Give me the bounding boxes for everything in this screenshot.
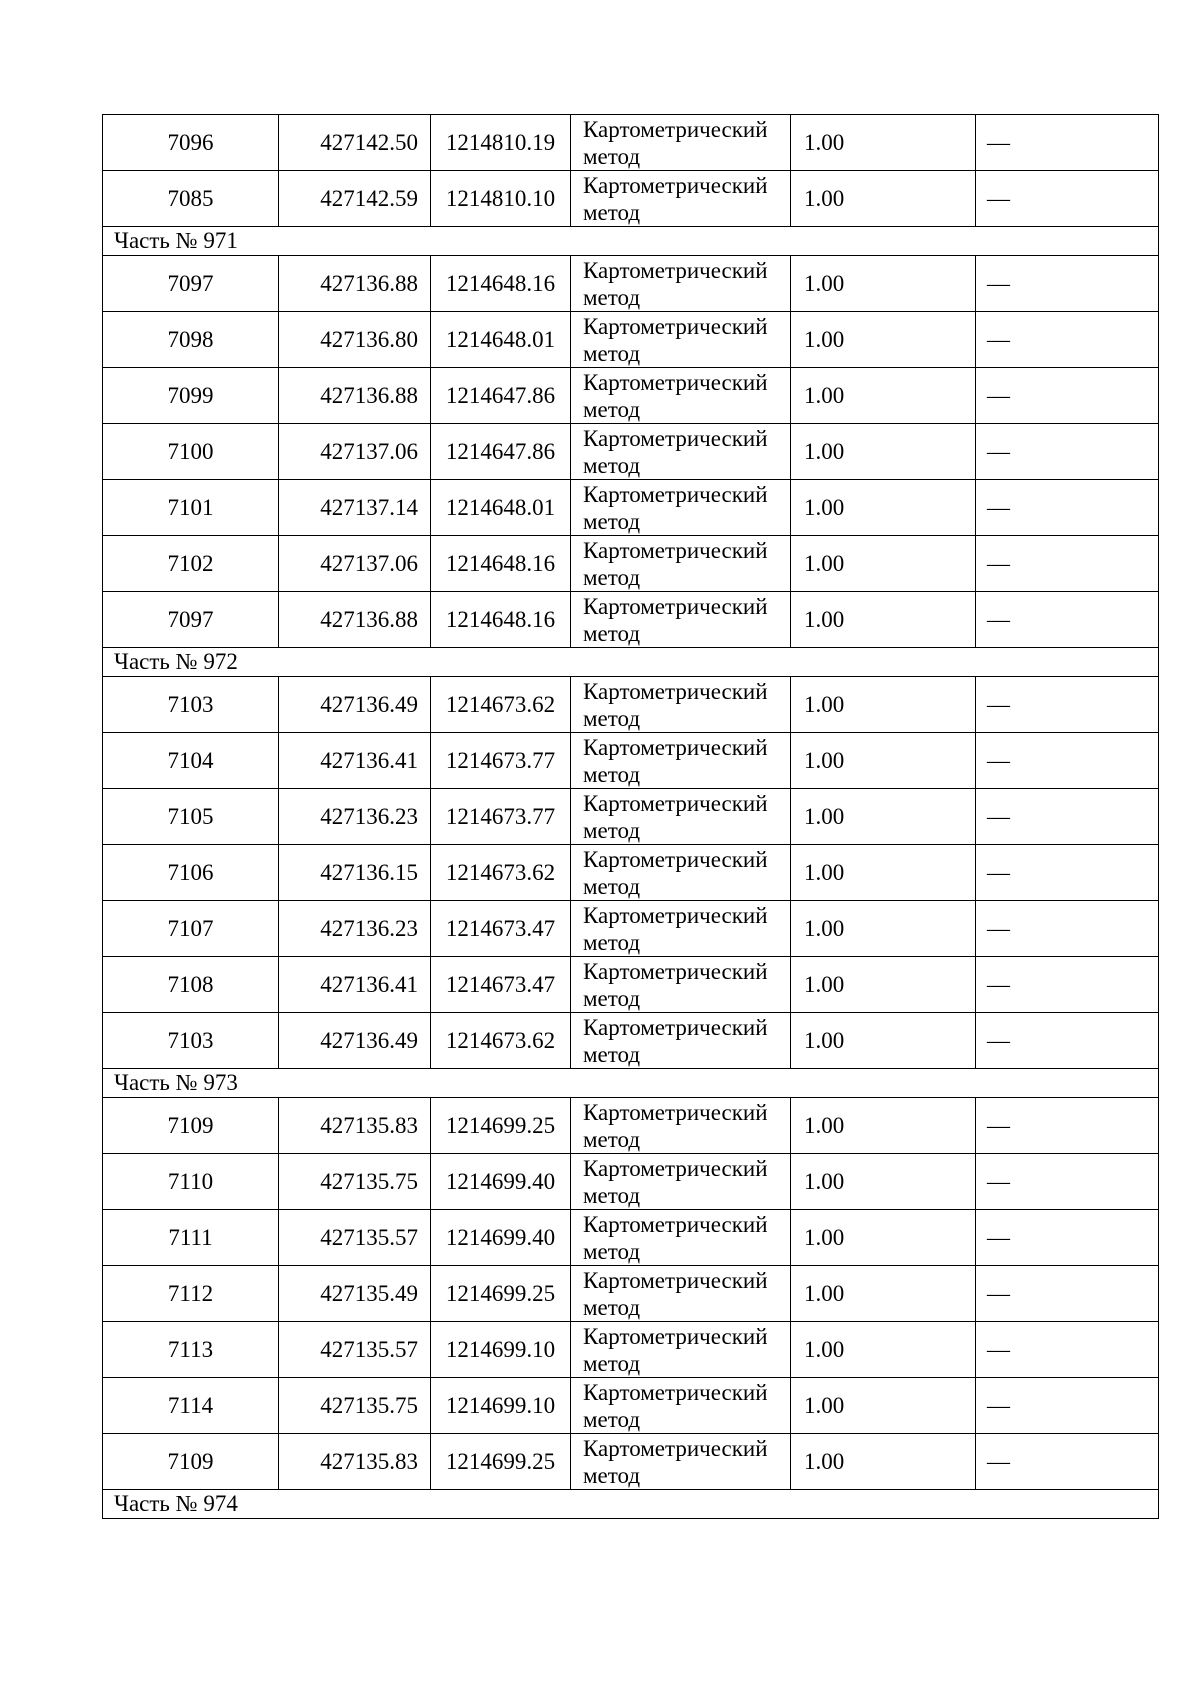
- point-number-cell: 7112: [103, 1266, 279, 1322]
- point-number-cell: 7104: [103, 733, 279, 789]
- method-cell: [571, 424, 791, 480]
- x-coordinate-cell: 427136.49: [279, 677, 431, 733]
- point-number-cell: 7111: [103, 1210, 279, 1266]
- description-cell: —: [976, 1013, 1159, 1069]
- method-cell: [571, 1378, 791, 1434]
- table-body: [103, 115, 1159, 1519]
- table-row: [103, 592, 1159, 648]
- x-coordinate-cell: 427137.06: [279, 536, 431, 592]
- point-number-cell: 7097: [103, 592, 279, 648]
- description-cell: —: [976, 1378, 1159, 1434]
- y-coordinate-cell: 1214673.62: [431, 845, 571, 901]
- method-cell: [571, 1210, 791, 1266]
- method-text-line: метод: [583, 564, 641, 590]
- accuracy-cell: 1.00: [791, 1378, 976, 1434]
- x-coordinate-cell: 427136.41: [279, 957, 431, 1013]
- table-row: [103, 115, 1159, 171]
- point-number-cell: 7098: [103, 312, 279, 368]
- accuracy-cell: 1.00: [791, 733, 976, 789]
- point-number-cell: 7109: [103, 1098, 279, 1154]
- method-text-line: Картометрический: [583, 369, 768, 395]
- method-text-line: метод: [583, 508, 641, 534]
- method-text-line: Картометрический: [583, 678, 768, 704]
- point-number-cell: 7103: [103, 1013, 279, 1069]
- accuracy-cell: 1.00: [791, 957, 976, 1013]
- method-cell: [571, 901, 791, 957]
- y-coordinate-cell: 1214699.25: [431, 1098, 571, 1154]
- method-text-line: Картометрический: [583, 593, 768, 619]
- method-text-line: метод: [583, 620, 641, 646]
- x-coordinate-cell: 427137.06: [279, 424, 431, 480]
- method-text-line: Картометрический: [583, 172, 768, 198]
- table-row: [103, 845, 1159, 901]
- x-coordinate-cell: 427136.80: [279, 312, 431, 368]
- method-text-line: метод: [583, 199, 641, 225]
- accuracy-cell: 1.00: [791, 901, 976, 957]
- method-text-line: метод: [583, 396, 641, 422]
- method-cell: [571, 957, 791, 1013]
- x-coordinate-cell: 427135.49: [279, 1266, 431, 1322]
- method-text-line: Картометрический: [583, 257, 768, 283]
- description-cell: —: [976, 1154, 1159, 1210]
- section-label: Часть № 972: [103, 648, 1159, 677]
- method-text-line: Картометрический: [583, 1267, 768, 1293]
- method-text-line: Картометрический: [583, 116, 768, 142]
- description-cell: —: [976, 256, 1159, 312]
- accuracy-cell: 1.00: [791, 480, 976, 536]
- y-coordinate-cell: 1214699.40: [431, 1154, 571, 1210]
- table-row: [103, 256, 1159, 312]
- table-row: [103, 1434, 1159, 1490]
- point-number-cell: 7097: [103, 256, 279, 312]
- table-row: [103, 1154, 1159, 1210]
- x-coordinate-cell: 427142.59: [279, 171, 431, 227]
- table-row: [103, 1322, 1159, 1378]
- method-text-line: Картометрический: [583, 1323, 768, 1349]
- method-text-line: Картометрический: [583, 790, 768, 816]
- method-text-line: метод: [583, 284, 641, 310]
- description-cell: —: [976, 424, 1159, 480]
- method-text-line: метод: [583, 452, 641, 478]
- accuracy-cell: 1.00: [791, 312, 976, 368]
- method-text-line: метод: [583, 705, 641, 731]
- point-number-cell: 7110: [103, 1154, 279, 1210]
- point-number-cell: 7099: [103, 368, 279, 424]
- description-cell: —: [976, 592, 1159, 648]
- y-coordinate-cell: 1214699.40: [431, 1210, 571, 1266]
- description-cell: —: [976, 1098, 1159, 1154]
- y-coordinate-cell: 1214810.10: [431, 171, 571, 227]
- table-row: [103, 480, 1159, 536]
- method-text-line: метод: [583, 929, 641, 955]
- y-coordinate-cell: 1214648.01: [431, 480, 571, 536]
- method-cell: [571, 733, 791, 789]
- x-coordinate-cell: 427135.83: [279, 1098, 431, 1154]
- table-row: [103, 1210, 1159, 1266]
- y-coordinate-cell: 1214647.86: [431, 424, 571, 480]
- point-number-cell: 7106: [103, 845, 279, 901]
- method-cell: [571, 115, 791, 171]
- x-coordinate-cell: 427135.57: [279, 1322, 431, 1378]
- x-coordinate-cell: 427136.41: [279, 733, 431, 789]
- method-text-line: метод: [583, 1238, 641, 1264]
- y-coordinate-cell: 1214648.16: [431, 592, 571, 648]
- accuracy-cell: 1.00: [791, 256, 976, 312]
- point-number-cell: 7108: [103, 957, 279, 1013]
- description-cell: —: [976, 677, 1159, 733]
- method-text-line: Картометрический: [583, 902, 768, 928]
- method-text-line: метод: [583, 1350, 641, 1376]
- accuracy-cell: 1.00: [791, 171, 976, 227]
- y-coordinate-cell: 1214673.77: [431, 789, 571, 845]
- method-text-line: Картометрический: [583, 1014, 768, 1040]
- x-coordinate-cell: 427136.23: [279, 901, 431, 957]
- method-text-line: Картометрический: [583, 846, 768, 872]
- method-cell: [571, 845, 791, 901]
- description-cell: —: [976, 115, 1159, 171]
- description-cell: —: [976, 845, 1159, 901]
- point-number-cell: 7105: [103, 789, 279, 845]
- point-number-cell: 7101: [103, 480, 279, 536]
- table-row: [103, 312, 1159, 368]
- y-coordinate-cell: 1214673.62: [431, 1013, 571, 1069]
- table-row: [103, 733, 1159, 789]
- section-label: Часть № 973: [103, 1069, 1159, 1098]
- method-text-line: Картометрический: [583, 1211, 768, 1237]
- x-coordinate-cell: 427135.75: [279, 1154, 431, 1210]
- method-text-line: метод: [583, 1182, 641, 1208]
- point-number-cell: 7103: [103, 677, 279, 733]
- section-row: [103, 227, 1159, 256]
- accuracy-cell: 1.00: [791, 1434, 976, 1490]
- point-number-cell: 7096: [103, 115, 279, 171]
- x-coordinate-cell: 427136.88: [279, 368, 431, 424]
- description-cell: —: [976, 733, 1159, 789]
- accuracy-cell: 1.00: [791, 1322, 976, 1378]
- point-number-cell: 7085: [103, 171, 279, 227]
- point-number-cell: 7102: [103, 536, 279, 592]
- method-text-line: метод: [583, 817, 641, 843]
- y-coordinate-cell: 1214699.10: [431, 1322, 571, 1378]
- table-row: [103, 1013, 1159, 1069]
- method-text-line: метод: [583, 143, 641, 169]
- x-coordinate-cell: 427142.50: [279, 115, 431, 171]
- x-coordinate-cell: 427136.23: [279, 789, 431, 845]
- x-coordinate-cell: 427135.83: [279, 1434, 431, 1490]
- y-coordinate-cell: 1214699.25: [431, 1266, 571, 1322]
- y-coordinate-cell: 1214699.25: [431, 1434, 571, 1490]
- method-text-line: метод: [583, 761, 641, 787]
- accuracy-cell: 1.00: [791, 424, 976, 480]
- x-coordinate-cell: 427137.14: [279, 480, 431, 536]
- method-cell: [571, 592, 791, 648]
- method-cell: [571, 1434, 791, 1490]
- method-text-line: Картометрический: [583, 734, 768, 760]
- section-row: [103, 1490, 1159, 1519]
- method-text-line: метод: [583, 1294, 641, 1320]
- accuracy-cell: 1.00: [791, 115, 976, 171]
- description-cell: —: [976, 171, 1159, 227]
- table-row: [103, 1266, 1159, 1322]
- table-row: [103, 536, 1159, 592]
- accuracy-cell: 1.00: [791, 536, 976, 592]
- y-coordinate-cell: 1214810.19: [431, 115, 571, 171]
- accuracy-cell: 1.00: [791, 368, 976, 424]
- y-coordinate-cell: 1214673.47: [431, 957, 571, 1013]
- x-coordinate-cell: 427135.57: [279, 1210, 431, 1266]
- point-number-cell: 7114: [103, 1378, 279, 1434]
- method-cell: [571, 1266, 791, 1322]
- description-cell: —: [976, 789, 1159, 845]
- method-cell: [571, 368, 791, 424]
- y-coordinate-cell: 1214648.16: [431, 256, 571, 312]
- y-coordinate-cell: 1214673.77: [431, 733, 571, 789]
- x-coordinate-cell: 427136.15: [279, 845, 431, 901]
- method-cell: [571, 480, 791, 536]
- description-cell: —: [976, 312, 1159, 368]
- y-coordinate-cell: 1214648.16: [431, 536, 571, 592]
- accuracy-cell: 1.00: [791, 789, 976, 845]
- method-text-line: Картометрический: [583, 1155, 768, 1181]
- x-coordinate-cell: 427136.49: [279, 1013, 431, 1069]
- y-coordinate-cell: 1214673.62: [431, 677, 571, 733]
- table-row: [103, 1378, 1159, 1434]
- method-cell: [571, 536, 791, 592]
- section-label: Часть № 974: [103, 1490, 1159, 1519]
- method-text-line: Картометрический: [583, 1379, 768, 1405]
- description-cell: —: [976, 368, 1159, 424]
- table-row: [103, 677, 1159, 733]
- method-text-line: метод: [583, 985, 641, 1011]
- method-cell: [571, 256, 791, 312]
- x-coordinate-cell: 427135.75: [279, 1378, 431, 1434]
- method-text-line: метод: [583, 873, 641, 899]
- method-text-line: метод: [583, 1406, 641, 1432]
- method-text-line: Картометрический: [583, 313, 768, 339]
- method-text-line: Картометрический: [583, 425, 768, 451]
- table-row: [103, 957, 1159, 1013]
- point-number-cell: 7113: [103, 1322, 279, 1378]
- table-row: [103, 171, 1159, 227]
- description-cell: —: [976, 1322, 1159, 1378]
- accuracy-cell: 1.00: [791, 1210, 976, 1266]
- table-row: [103, 1098, 1159, 1154]
- point-number-cell: 7109: [103, 1434, 279, 1490]
- description-cell: —: [976, 480, 1159, 536]
- description-cell: —: [976, 957, 1159, 1013]
- accuracy-cell: 1.00: [791, 1098, 976, 1154]
- table-row: [103, 368, 1159, 424]
- description-cell: —: [976, 536, 1159, 592]
- y-coordinate-cell: 1214647.86: [431, 368, 571, 424]
- accuracy-cell: 1.00: [791, 592, 976, 648]
- point-number-cell: 7107: [103, 901, 279, 957]
- method-cell: [571, 312, 791, 368]
- method-text-line: Картометрический: [583, 1099, 768, 1125]
- y-coordinate-cell: 1214673.47: [431, 901, 571, 957]
- method-text-line: метод: [583, 340, 641, 366]
- method-text-line: метод: [583, 1041, 641, 1067]
- method-cell: [571, 677, 791, 733]
- method-cell: [571, 1098, 791, 1154]
- accuracy-cell: 1.00: [791, 677, 976, 733]
- method-text-line: Картометрический: [583, 1435, 768, 1461]
- table-row: [103, 901, 1159, 957]
- method-cell: [571, 171, 791, 227]
- table-row: [103, 789, 1159, 845]
- method-text-line: Картометрический: [583, 537, 768, 563]
- section-row: [103, 1069, 1159, 1098]
- coordinates-table: [102, 114, 1159, 1519]
- accuracy-cell: 1.00: [791, 1266, 976, 1322]
- method-cell: [571, 1322, 791, 1378]
- point-number-cell: 7100: [103, 424, 279, 480]
- table-row: [103, 424, 1159, 480]
- accuracy-cell: 1.00: [791, 845, 976, 901]
- description-cell: —: [976, 1434, 1159, 1490]
- method-cell: [571, 1154, 791, 1210]
- x-coordinate-cell: 427136.88: [279, 592, 431, 648]
- description-cell: —: [976, 1210, 1159, 1266]
- accuracy-cell: 1.00: [791, 1013, 976, 1069]
- method-cell: [571, 1013, 791, 1069]
- method-text-line: Картометрический: [583, 481, 768, 507]
- method-text-line: Картометрический: [583, 958, 768, 984]
- y-coordinate-cell: 1214648.01: [431, 312, 571, 368]
- section-row: [103, 648, 1159, 677]
- description-cell: —: [976, 901, 1159, 957]
- accuracy-cell: 1.00: [791, 1154, 976, 1210]
- method-text-line: метод: [583, 1126, 641, 1152]
- x-coordinate-cell: 427136.88: [279, 256, 431, 312]
- y-coordinate-cell: 1214699.10: [431, 1378, 571, 1434]
- section-label: Часть № 971: [103, 227, 1159, 256]
- method-text-line: метод: [583, 1462, 641, 1488]
- method-cell: [571, 789, 791, 845]
- description-cell: —: [976, 1266, 1159, 1322]
